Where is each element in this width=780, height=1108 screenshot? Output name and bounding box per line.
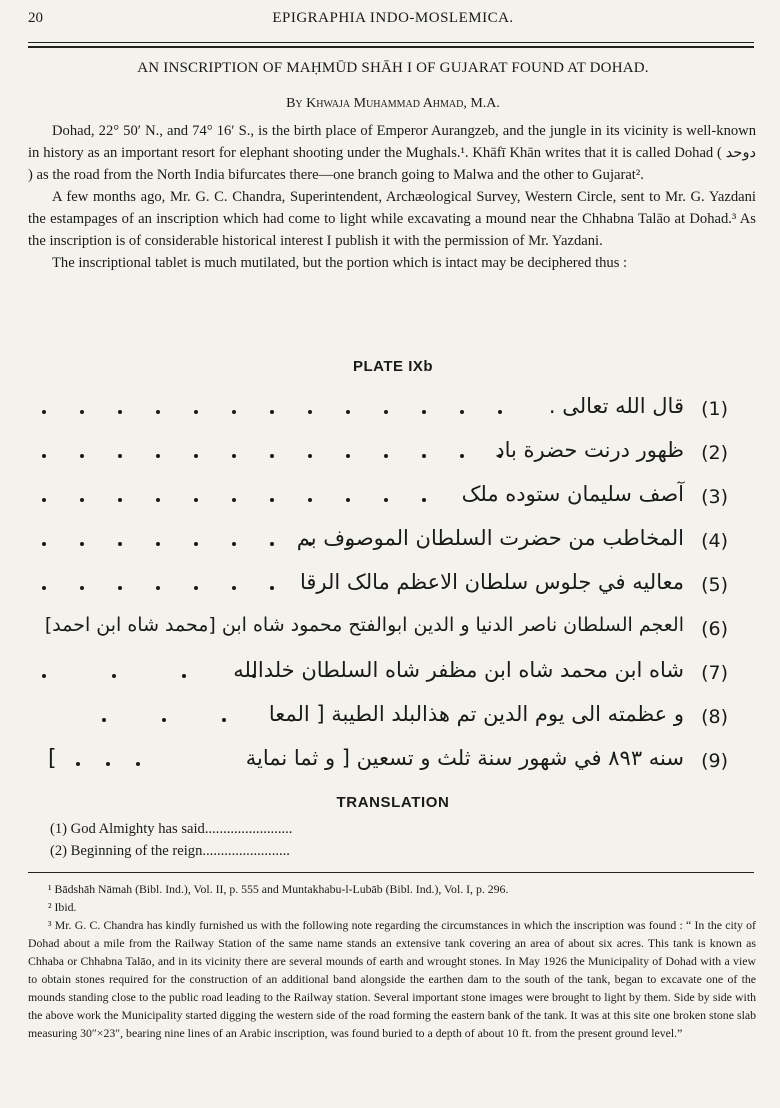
- inscription-number: (4): [701, 530, 728, 552]
- lacuna-dot: [42, 586, 46, 590]
- inscription-text: معاليه في جلوس سلطان الاعظم مالک الرقا: [299, 570, 684, 594]
- lacuna-dot: [384, 410, 388, 414]
- inscription-line: [38, 480, 728, 524]
- lacuna-dot: [460, 410, 464, 414]
- lacuna-dot: [118, 586, 122, 590]
- lacuna-dot: [156, 586, 160, 590]
- lacuna-dot: [76, 762, 80, 766]
- inscription-line: [38, 524, 728, 568]
- lacuna-dot: [42, 454, 46, 458]
- inscription-number: (3): [701, 486, 728, 508]
- lacuna-dot: [118, 410, 122, 414]
- lacuna-dot: [194, 586, 198, 590]
- inscription-line: [38, 700, 728, 744]
- paragraph-decipher: The inscriptional tablet is much mutilated, but the portion which is intact may be deciphered thus :: [52, 255, 628, 271]
- body-text: [28, 120, 756, 274]
- footnote-3: ³ Mr. G. C. Chandra has kindly furnished us with the following note regarding the circumstances in which the inscription was found : “ In the city of Dohad about a mile from the Railway Station of the same name stands an extensive tank covering an area of about six acres. This tank is known as Chhaba or Chhabna Talāo, and in its vicinity there are several mounds of earth and wrought stones. In May 1926 the Municipality of Dohad with a view to obtain stones required for the construction of an additional band alongside the earthen dam to the south of the tank, began to excavate one of the mounds standing close to the public road leading to the Railway station. Several important stone images were brought to light by them. Side by side with the above work the Municipality started digging the western side of the road forming the eastern bank of the tank. It was at this site one broken stone slab measuring 30″×23″, bearing nine lines of an Arabic inscription, was found buried to a depth of about 10 ft. from the present ground level.”: [28, 918, 756, 1040]
- lacuna-dot: [270, 542, 274, 546]
- lacuna-dot: [80, 586, 84, 590]
- footnotes: [28, 880, 756, 1042]
- lacuna-dot: [194, 542, 198, 546]
- journal-title: EPIGRAPHIA INDO-MOSLEMICA.: [272, 10, 514, 26]
- open-bracket: [: [48, 746, 57, 771]
- lacuna-dot: [232, 410, 236, 414]
- lacuna-dot: [270, 586, 274, 590]
- inscription-number: (1): [701, 398, 728, 420]
- lacuna-dot: [182, 674, 186, 678]
- inscription-text: آصف سليمان ستوده ملک: [461, 482, 684, 506]
- lacuna-dot: [384, 498, 388, 502]
- lacuna-dot: [270, 498, 274, 502]
- lacuna-dot: [42, 674, 46, 678]
- lacuna-dot: [460, 454, 464, 458]
- lacuna-dot: [194, 454, 198, 458]
- lacuna-dot: [80, 454, 84, 458]
- lacuna-dot: [106, 762, 110, 766]
- lacuna-dot: [80, 498, 84, 502]
- byline-author: Khwaja Muhammad Ahmad, M.A.: [306, 96, 500, 111]
- page-number: 20: [28, 10, 43, 26]
- paragraph-discovery: A few months ago, Mr. G. C. Chandra, Superintendent, Archæological Survey, Western Circle, sent to Mr. G. Yazdani the estampages of an inscription which had come to light while excavating a mound near the Chhabna Talāo at Dohad.³ As the inscription is of considerable historical interest I publish it with the permission of Mr. Yazdani.: [28, 189, 756, 249]
- header-rule: [28, 42, 754, 43]
- translation: [50, 818, 292, 862]
- inscription-line: [38, 744, 728, 788]
- lacuna-dot: [118, 454, 122, 458]
- inscription-number: (7): [701, 662, 728, 684]
- lacuna-dot: [118, 542, 122, 546]
- lacuna-dot: [422, 498, 426, 502]
- footnote-rule: [28, 872, 754, 873]
- translation-line: (1) God Almighty has said........................: [50, 821, 293, 837]
- translation-title: TRANSLATION: [336, 794, 450, 811]
- inscription-number: (2): [701, 442, 728, 464]
- inscription-text: و عظمته الى يوم الدين تم هذالبلد الطيبة [ المعا: [268, 702, 684, 726]
- footnote-2: ² Ibid.: [48, 900, 77, 914]
- inscription-line: [38, 436, 728, 480]
- running-head: [28, 8, 758, 30]
- lacuna-dot: [346, 410, 350, 414]
- lacuna-dot: [232, 586, 236, 590]
- page: [28, 0, 758, 1108]
- paragraph-intro: Dohad, 22° 50′ N., and 74° 16′ S., is the birth place of Emperor Aurangzeb, and the jungle in its vicinity is well-known in history as an important resort for elephant shooting under the Mughals.¹. Khāfī Khān writes that it is called Dohad ( دوحد ) as the road from the North India bifurcates there—one branch going to Malwa and the other to Gujarat².: [28, 123, 756, 183]
- footnote-1: ¹ Bādshāh Nāmah (Bibl. Ind.), Vol. II, p. 555 and Muntakhabu-l-Lubāb (Bibl. Ind.), Vol. I, p. 296.: [48, 882, 509, 896]
- lacuna-dot: [232, 498, 236, 502]
- lacuna-dot: [270, 454, 274, 458]
- lacuna-dot: [136, 762, 140, 766]
- lacuna-dot: [42, 542, 46, 546]
- inscription: [38, 392, 728, 788]
- byline: [28, 96, 758, 112]
- inscription-text: ظهور درنت حضرة باد: [495, 438, 684, 462]
- byline-prefix: By: [286, 96, 303, 111]
- lacuna-dot: [422, 410, 426, 414]
- lacuna-dot: [80, 410, 84, 414]
- inscription-text: العجم السلطان ناصر الدنيا و الدين ابوالفتح محمود شاه ابن [محمد شاه ابن احمد]: [44, 614, 684, 636]
- lacuna-dot: [156, 498, 160, 502]
- lacuna-dot: [194, 498, 198, 502]
- inscription-text: سنه ۸۹۳ في شهور سنة ثلث و تسعين [ و ثما نماية: [245, 746, 684, 770]
- lacuna-dot: [346, 454, 350, 458]
- inscription-line: [38, 612, 728, 656]
- translation-line: (2) Beginning of the reign........................: [50, 843, 290, 859]
- inscription-number: (5): [701, 574, 728, 596]
- lacuna-dot: [384, 454, 388, 458]
- inscription-text: شاه ابن محمد شاه ابن مظفر شاه السلطان خلدالله: [233, 658, 684, 682]
- lacuna-dot: [422, 454, 426, 458]
- inscription-number: (6): [701, 618, 728, 640]
- lacuna-dot: [42, 410, 46, 414]
- lacuna-dot: [232, 454, 236, 458]
- lacuna-dot: [232, 542, 236, 546]
- lacuna-dot: [308, 454, 312, 458]
- lacuna-dot: [80, 542, 84, 546]
- header-rule-thick: [28, 46, 754, 48]
- lacuna-dot: [346, 498, 350, 502]
- lacuna-dot: [156, 410, 160, 414]
- lacuna-dot: [162, 718, 166, 722]
- lacuna-dot: [118, 498, 122, 502]
- inscription-number: (8): [701, 706, 728, 728]
- inscription-line: [38, 656, 728, 700]
- inscription-text: المخاطب من حضرت السلطان الموصوف بم: [296, 526, 684, 550]
- lacuna-dot: [308, 498, 312, 502]
- plate-title: PLATE IXb: [352, 358, 434, 375]
- lacuna-dot: [102, 718, 106, 722]
- lacuna-dot: [308, 410, 312, 414]
- lacuna-dot: [194, 410, 198, 414]
- inscription-text: قال الله تعالى .: [548, 394, 684, 418]
- lacuna-dot: [222, 718, 226, 722]
- lacuna-dot: [42, 498, 46, 502]
- inscription-number: (9): [701, 750, 728, 772]
- lacuna-dot: [270, 410, 274, 414]
- inscription-line: [38, 568, 728, 612]
- article-title: AN INSCRIPTION OF MAḤMŪD SHĀH I OF GUJARAT FOUND AT DOHAD.: [137, 60, 649, 76]
- lacuna-dot: [112, 674, 116, 678]
- lacuna-dot: [156, 454, 160, 458]
- lacuna-dot: [156, 542, 160, 546]
- lacuna-dot: [498, 410, 502, 414]
- inscription-line: [38, 392, 728, 436]
